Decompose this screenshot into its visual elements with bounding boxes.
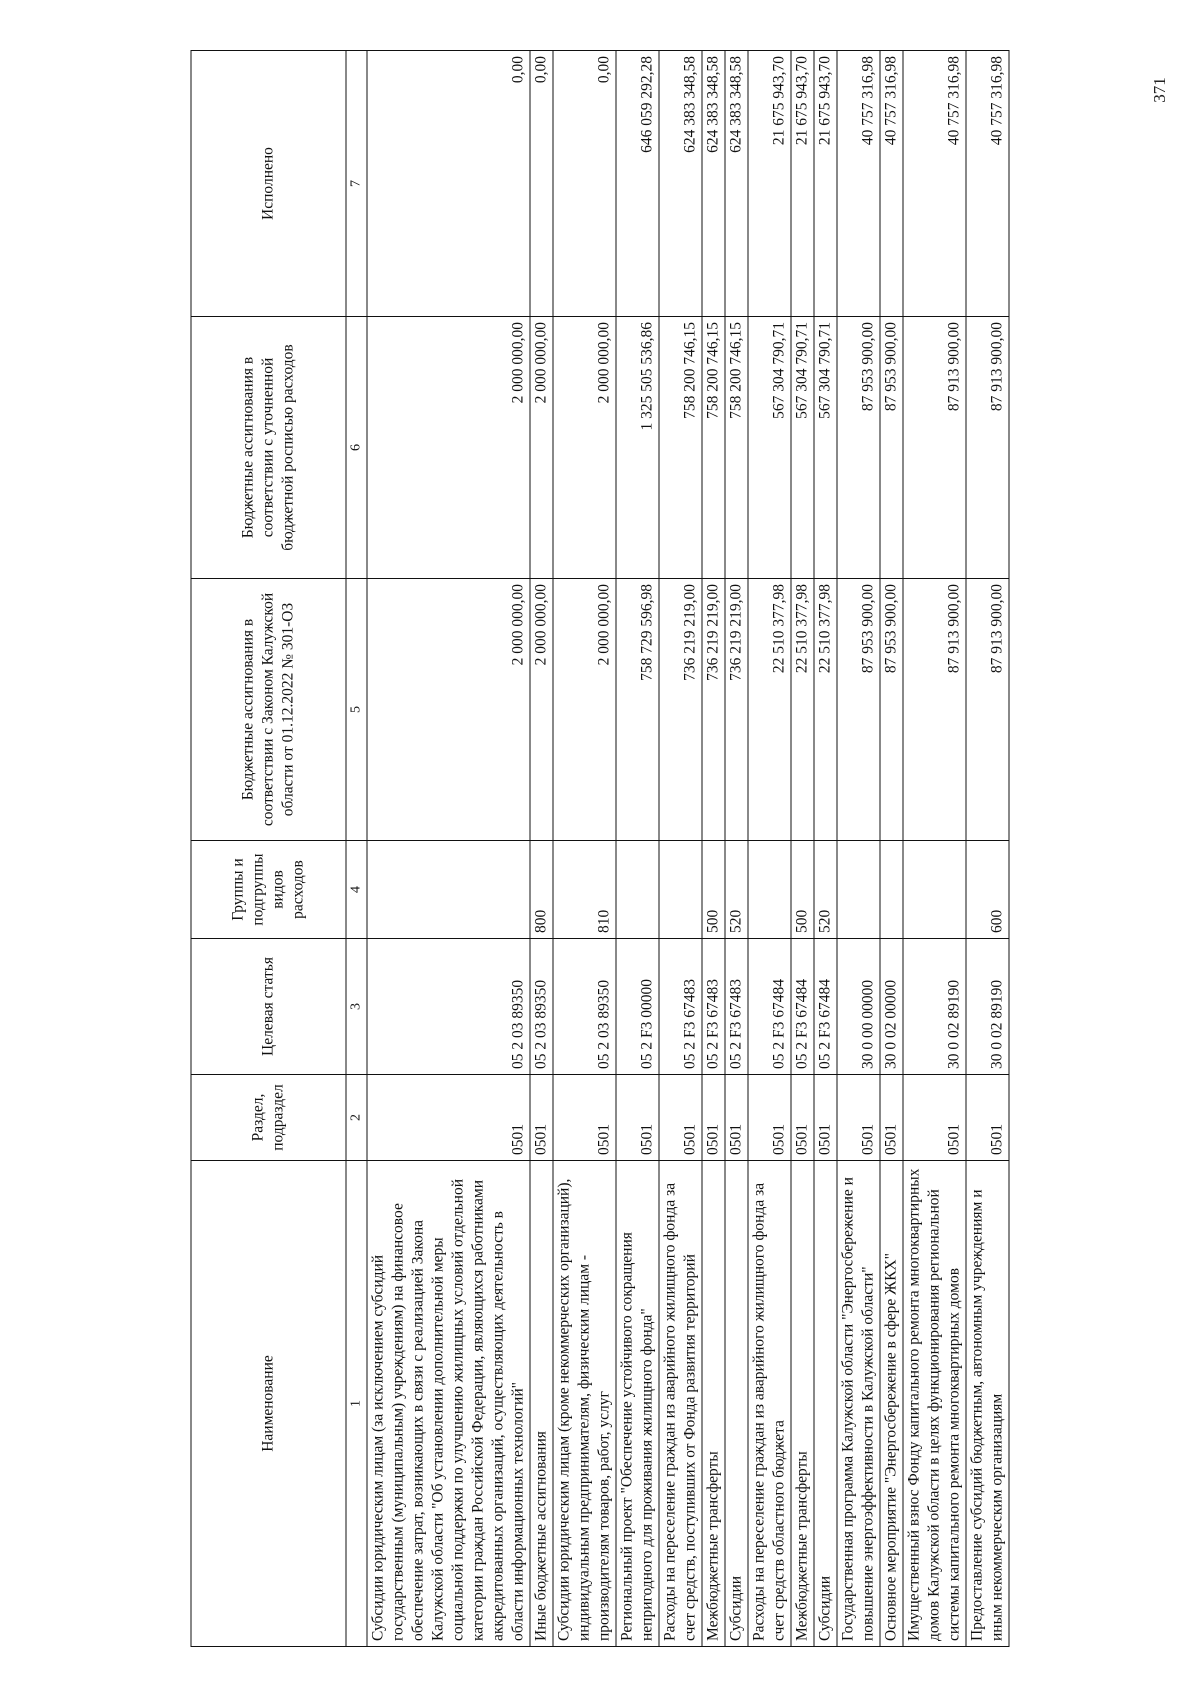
cell-article: 05 2 03 89350	[553, 939, 616, 1075]
table-row	[837, 51, 880, 1647]
page-number: 371	[1150, 77, 1169, 103]
budget-table	[191, 50, 1010, 1647]
cell-section: 0501	[880, 1075, 903, 1161]
cell-section: 0501	[553, 1075, 616, 1161]
table-row	[530, 51, 553, 1647]
cell-section: 0501	[616, 1075, 659, 1161]
cell-section: 0501	[903, 1075, 966, 1161]
column-number: 2	[346, 1075, 367, 1161]
header-section: Раздел, подраздел	[191, 1075, 346, 1161]
cell-list: 1 325 505 536,86	[616, 317, 659, 579]
cell-group	[748, 841, 791, 939]
cell-group	[659, 841, 702, 939]
cell-law: 87 953 900,00	[880, 579, 903, 841]
column-number: 1	[346, 1161, 367, 1647]
cell-list: 2 000 000,00	[367, 317, 530, 579]
cell-list: 567 304 790,71	[748, 317, 791, 579]
cell-group	[837, 841, 880, 939]
cell-list: 2 000 000,00	[553, 317, 616, 579]
cell-name: Региональный проект "Обеспечение устойчивого сокращения непригодного для проживания жилищного фонда"	[616, 1161, 659, 1647]
table-header	[191, 51, 367, 1647]
cell-section: 0501	[748, 1075, 791, 1161]
cell-executed: 0,00	[367, 51, 530, 317]
header-row	[191, 51, 346, 1647]
cell-article: 05 2 F3 67484	[748, 939, 791, 1075]
header-list: Бюджетные ассигнования в соответствии с уточненной бюджетной росписью расходов	[191, 317, 346, 579]
cell-section: 0501	[702, 1075, 725, 1161]
table-row	[553, 51, 616, 1647]
table-row	[367, 51, 530, 1647]
cell-name: Субсидии юридическим лицам (кроме некоммерческих организаций), индивидуальным предпринимателям, физическим лицам - производителям товаров, работ, услуг	[553, 1161, 616, 1647]
cell-list: 758 200 746,15	[659, 317, 702, 579]
cell-law: 736 219 219,00	[725, 579, 748, 841]
cell-list: 567 304 790,71	[791, 317, 814, 579]
column-number: 6	[346, 317, 367, 579]
table-row	[702, 51, 725, 1647]
cell-executed: 40 757 316,98	[966, 51, 1009, 317]
cell-list: 87 953 900,00	[837, 317, 880, 579]
cell-name: Расходы на переселение граждан из аварийного жилищного фонда за счет средств областного бюджета	[748, 1161, 791, 1647]
cell-name: Межбюджетные трансферты	[791, 1161, 814, 1647]
cell-name: Предоставление субсидий бюджетным, автономным учреждениям и иным некоммерческим организациям	[966, 1161, 1009, 1647]
cell-group: 600	[966, 841, 1009, 939]
cell-name: Субсидии юридическим лицам (за исключением субсидий государственным (муниципальным) учреждениям) на финансовое обеспечение затрат, возникающих в связи с реализацией Закона Калужской области "Об установлении дополнительной меры социальной поддержки по улучшению жилищных условий отдельной категории граждан Российской Федерации, являющихся работниками аккредитованных организаций, осуществляющих деятельность в области информационных технологий"	[367, 1161, 530, 1647]
cell-article: 30 0 00 00000	[837, 939, 880, 1075]
cell-law: 87 953 900,00	[837, 579, 880, 841]
cell-list: 758 200 746,15	[725, 317, 748, 579]
cell-executed: 624 383 348,58	[659, 51, 702, 317]
header-group: Группы и подгруппы видов расходов	[191, 841, 346, 939]
cell-law: 2 000 000,00	[367, 579, 530, 841]
cell-list: 87 913 900,00	[903, 317, 966, 579]
cell-section: 0501	[725, 1075, 748, 1161]
cell-section: 0501	[367, 1075, 530, 1161]
cell-article: 05 2 F3 67484	[814, 939, 837, 1075]
cell-group	[880, 841, 903, 939]
cell-group: 800	[530, 841, 553, 939]
table-row	[966, 51, 1009, 1647]
column-number: 4	[346, 841, 367, 939]
table-row	[659, 51, 702, 1647]
cell-name: Межбюджетные трансферты	[702, 1161, 725, 1647]
cell-list: 758 200 746,15	[702, 317, 725, 579]
cell-group: 500	[702, 841, 725, 939]
table-row	[791, 51, 814, 1647]
cell-executed: 21 675 943,70	[814, 51, 837, 317]
cell-law: 2 000 000,00	[553, 579, 616, 841]
cell-law: 758 729 596,98	[616, 579, 659, 841]
cell-law: 736 219 219,00	[702, 579, 725, 841]
cell-article: 05 2 F3 00000	[616, 939, 659, 1075]
cell-law: 736 219 219,00	[659, 579, 702, 841]
header-executed: Исполнено	[191, 51, 346, 317]
cell-group: 520	[814, 841, 837, 939]
cell-section: 0501	[837, 1075, 880, 1161]
cell-article: 05 2 F3 67483	[725, 939, 748, 1075]
cell-group	[903, 841, 966, 939]
cell-law: 22 510 377,98	[814, 579, 837, 841]
column-number: 3	[346, 939, 367, 1075]
cell-name: Субсидии	[725, 1161, 748, 1647]
cell-group: 500	[791, 841, 814, 939]
cell-article: 05 2 F3 67483	[659, 939, 702, 1075]
cell-law: 22 510 377,98	[791, 579, 814, 841]
cell-executed: 21 675 943,70	[791, 51, 814, 317]
cell-article: 30 0 02 00000	[880, 939, 903, 1075]
column-number-row	[346, 51, 367, 1647]
cell-article: 05 2 03 89350	[530, 939, 553, 1075]
header-name: Наименование	[191, 1161, 346, 1647]
table-row	[748, 51, 791, 1647]
cell-article: 30 0 02 89190	[903, 939, 966, 1075]
cell-name: Основное мероприятие "Энергосбережение в сфере ЖКХ"	[880, 1161, 903, 1647]
cell-executed: 624 383 348,58	[725, 51, 748, 317]
cell-law: 2 000 000,00	[530, 579, 553, 841]
table-row	[903, 51, 966, 1647]
cell-name: Имущественный взнос Фонду капитального ремонта многоквартирных домов Калужской области в целях функционирования региональной системы капитального ремонта многоквартирных домов	[903, 1161, 966, 1647]
cell-executed: 646 059 292,28	[616, 51, 659, 317]
table-row	[814, 51, 837, 1647]
column-number: 5	[346, 579, 367, 841]
cell-section: 0501	[791, 1075, 814, 1161]
cell-section: 0501	[814, 1075, 837, 1161]
cell-list: 2 000 000,00	[530, 317, 553, 579]
table-row	[725, 51, 748, 1647]
cell-article: 05 2 F3 67484	[791, 939, 814, 1075]
cell-law: 22 510 377,98	[748, 579, 791, 841]
cell-article: 05 2 03 89350	[367, 939, 530, 1075]
cell-section: 0501	[530, 1075, 553, 1161]
cell-name: Государственная программа Калужской области "Энергосбережение и повышение энергоэффективности в Калужской области"	[837, 1161, 880, 1647]
cell-executed: 40 757 316,98	[837, 51, 880, 317]
cell-name: Субсидии	[814, 1161, 837, 1647]
cell-executed: 624 383 348,58	[702, 51, 725, 317]
cell-law: 87 913 900,00	[903, 579, 966, 841]
table-row	[616, 51, 659, 1647]
column-number: 7	[346, 51, 367, 317]
cell-group	[616, 841, 659, 939]
cell-law: 87 913 900,00	[966, 579, 1009, 841]
cell-name: Иные бюджетные ассигнования	[530, 1161, 553, 1647]
header-article: Целевая статья	[191, 939, 346, 1075]
cell-article: 30 0 02 89190	[966, 939, 1009, 1075]
table-body	[367, 51, 1009, 1647]
cell-group: 810	[553, 841, 616, 939]
cell-executed: 0,00	[553, 51, 616, 317]
cell-executed: 0,00	[530, 51, 553, 317]
header-law: Бюджетные ассигнования в соответствии с Законом Калужской области от 01.12.2022 № 301-ОЗ	[191, 579, 346, 841]
cell-section: 0501	[966, 1075, 1009, 1161]
cell-section: 0501	[659, 1075, 702, 1161]
cell-article: 05 2 F3 67483	[702, 939, 725, 1075]
cell-group: 520	[725, 841, 748, 939]
rotated-page	[191, 51, 1010, 1647]
cell-executed: 40 757 316,98	[880, 51, 903, 317]
table-row	[880, 51, 903, 1647]
cell-executed: 40 757 316,98	[903, 51, 966, 317]
cell-executed: 21 675 943,70	[748, 51, 791, 317]
cell-list: 567 304 790,71	[814, 317, 837, 579]
cell-name: Расходы на переселение граждан из аварийного жилищного фонда за счет средств, поступивших от Фонда развития территорий	[659, 1161, 702, 1647]
cell-group	[367, 841, 530, 939]
cell-list: 87 953 900,00	[880, 317, 903, 579]
cell-list: 87 913 900,00	[966, 317, 1009, 579]
